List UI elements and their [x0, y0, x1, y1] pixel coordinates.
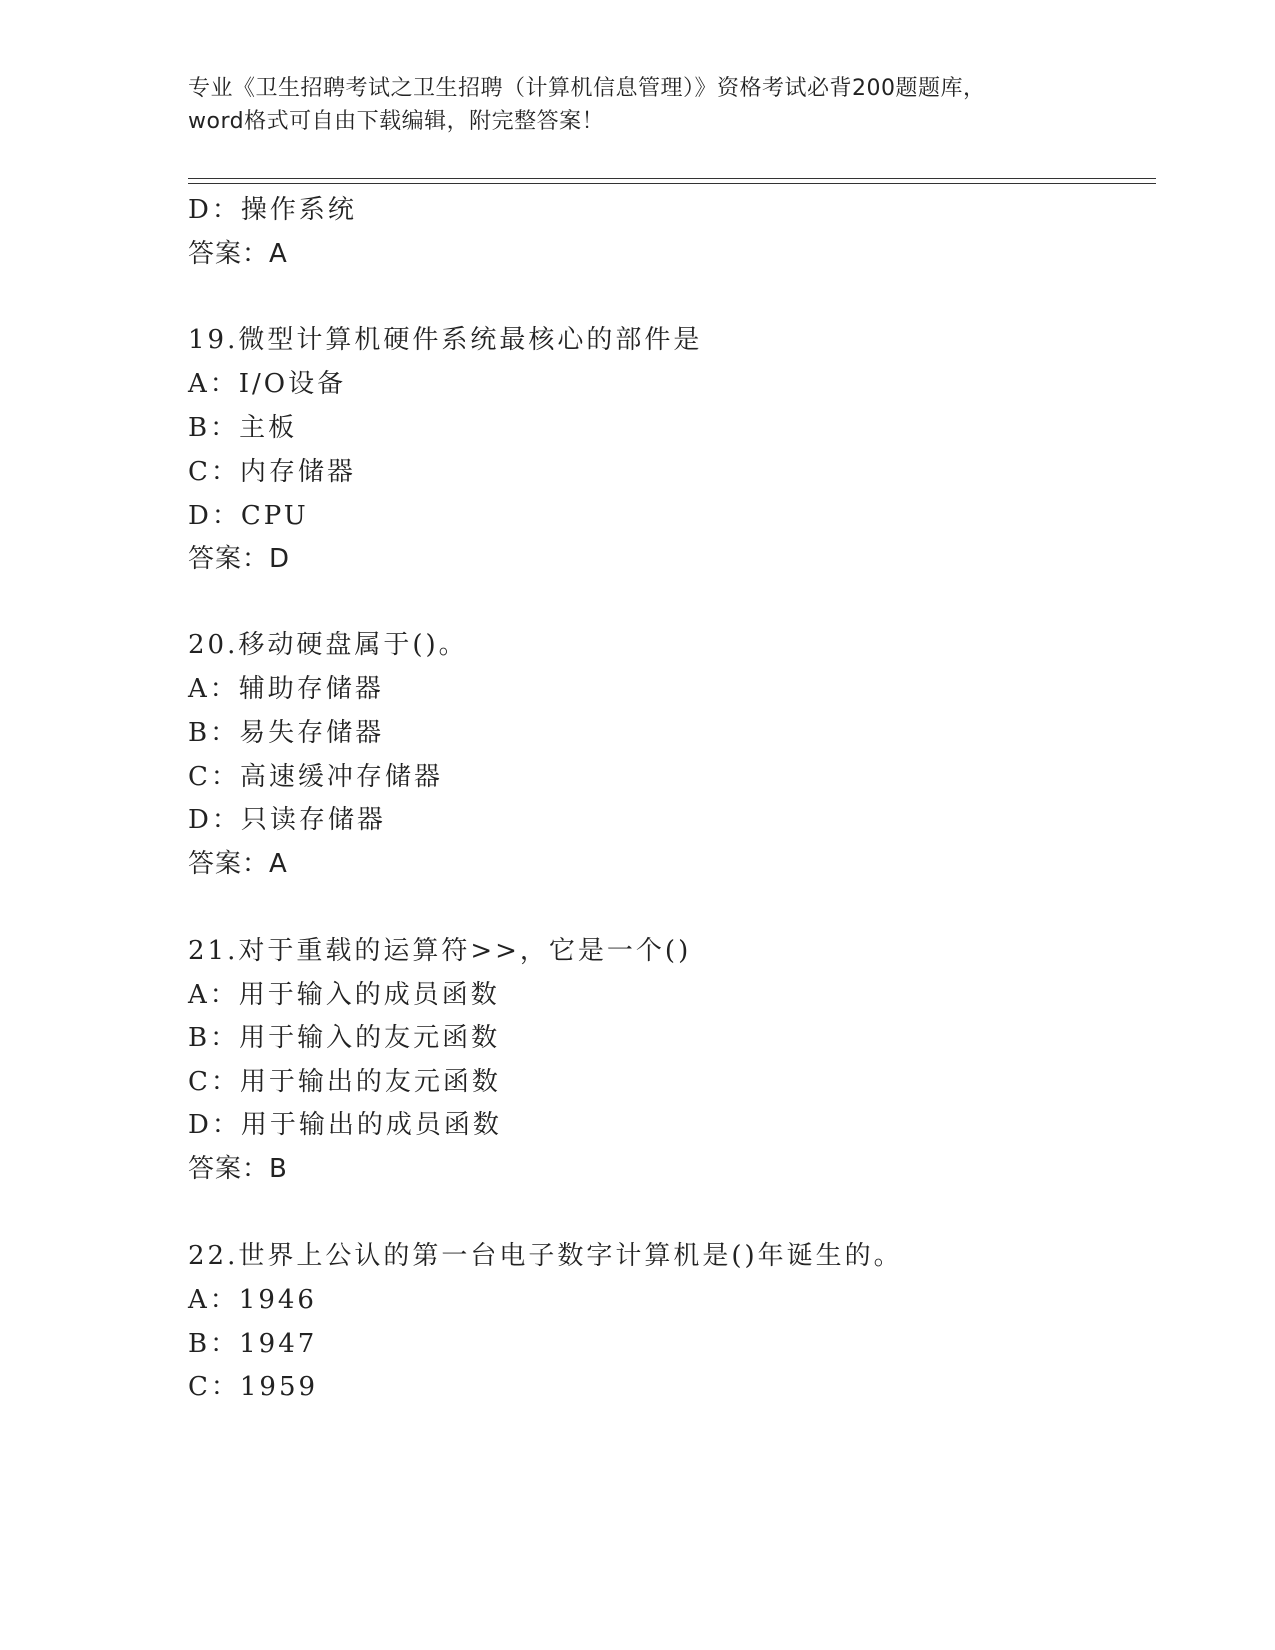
q21-option-a: A：用于输入的成员函数 [188, 980, 500, 1010]
q21-option-c: C：用于输出的友元函数 [188, 1067, 501, 1097]
q22-option-c: C：1959 [188, 1372, 319, 1402]
prev-option-d: D：操作系统 [188, 195, 357, 225]
q19-answer: 答案：D [188, 544, 291, 574]
q19-option-d: D：CPU [188, 501, 309, 531]
document-header [188, 72, 1088, 138]
q20-answer: 答案：A [188, 849, 288, 879]
header-line-1: 专业《卫生招聘考试之卫生招聘（计算机信息管理）》资格考试必背200题题库， [188, 76, 986, 101]
q20-option-b: B：易失存储器 [188, 718, 385, 748]
q19-option-a: A：I/O设备 [188, 369, 347, 399]
q21-option-b: B：用于输入的友元函数 [188, 1023, 501, 1053]
q20-stem: 20.移动硬盘属于()。 [188, 630, 468, 660]
q19-stem: 19.微型计算机硬件系统最核心的部件是 [188, 325, 703, 355]
header-divider-bottom [188, 183, 1156, 184]
q19-option-c: C：内存储器 [188, 457, 356, 487]
q19-option-b: B：主板 [188, 413, 298, 443]
q20-option-a: A：辅助存储器 [188, 674, 384, 704]
prev-answer: 答案：A [188, 239, 288, 269]
q20-option-c: C：高速缓冲存储器 [188, 762, 443, 792]
q22-stem: 22.世界上公认的第一台电子数字计算机是()年诞生的。 [188, 1241, 903, 1271]
q20-option-d: D：只读存储器 [188, 805, 386, 835]
header-divider-top [188, 178, 1156, 179]
q21-answer: 答案：B [188, 1154, 288, 1184]
q21-option-d: D：用于输出的成员函数 [188, 1110, 502, 1140]
q22-option-a: A：1946 [188, 1285, 317, 1315]
q21-stem: 21.对于重载的运算符>>，它是一个() [188, 936, 692, 966]
header-line-2: word格式可自由下载编辑，附完整答案！ [188, 109, 605, 134]
q22-option-b: B：1947 [188, 1329, 318, 1359]
